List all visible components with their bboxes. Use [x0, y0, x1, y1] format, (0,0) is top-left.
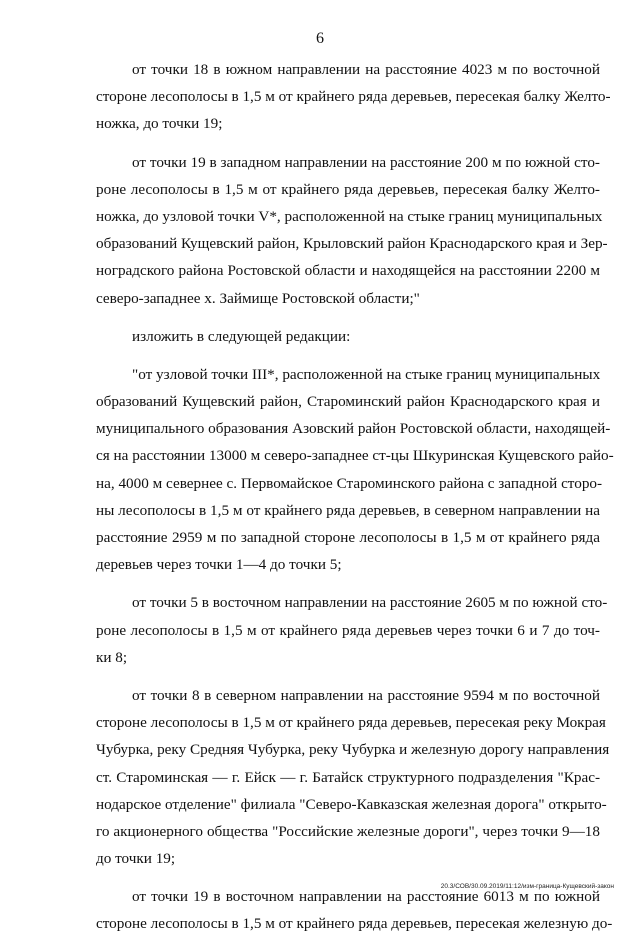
- text-line: ся на расстоянии 13000 м северо-западнее ст-цы Шкуринская Кущевского райо-: [96, 447, 614, 465]
- text-line: образований Кущевский район, Крыловский район Краснодарского края и Зер-: [96, 235, 608, 253]
- text-line: изложить в следующей редакции:: [132, 327, 351, 345]
- text-line: на, 4000 м севернее с. Первомайское Староминского района с западной сторо-: [96, 474, 603, 492]
- paragraph-gap: [96, 671, 600, 682]
- text-line: ны лесополосы в 1,5 м от крайнего ряда деревьев, в северном направлении на: [96, 501, 600, 519]
- paragraph: [96, 589, 608, 671]
- document-body: [96, 56, 614, 938]
- paragraph: [96, 682, 610, 872]
- text-line: нодарское отделение" филиала "Северо-Кавказская железная дорога" открыто-: [96, 795, 607, 813]
- text-line: "от узловой точки III*, расположенной на стыке границ муниципальных: [132, 365, 601, 383]
- text-line: роне лесополосы в 1,5 м от крайнего ряда деревьев через точки 6 и 7 до точ-: [96, 621, 600, 639]
- text-line: го акционерного общества "Российские железные дороги", через точки 9—18: [96, 822, 600, 840]
- paragraph: [96, 361, 614, 579]
- paragraph-gap: [96, 872, 600, 883]
- text-line: стороне лесополосы в 1,5 м от крайнего ряда деревьев, пересекая балку Желто-: [96, 88, 611, 106]
- text-line: муниципального образования Азовский район Ростовской области, находящей-: [96, 420, 611, 438]
- paragraph-gap: [96, 312, 600, 323]
- page-number: 6: [316, 30, 324, 47]
- paragraph-gap: [96, 350, 600, 361]
- text-line: стороне лесополосы в 1,5 м от крайнего ряда деревьев, пересекая реку Мокрая: [96, 714, 606, 732]
- text-line: ноградского района Ростовской области и находящейся на расстоянии 2200 м: [96, 262, 600, 280]
- paragraph: [96, 883, 613, 937]
- text-line: северо-западнее х. Займище Ростовской области;": [96, 289, 420, 307]
- text-line: стороне лесополосы в 1,5 м от крайнего ряда деревьев, пересекая железную до-: [96, 915, 613, 933]
- text-line: от точки 8 в северном направлении на расстояние 9594 м по восточной: [132, 686, 600, 704]
- paragraph-gap: [96, 578, 600, 589]
- paragraph: [96, 323, 600, 350]
- text-line: расстояние 2959 м по западной стороне лесополосы в 1,5 м от крайнего ряда: [96, 529, 600, 546]
- text-line: образований Кущевский район, Староминский район Краснодарского края и: [96, 393, 600, 411]
- text-line: ножка, до узловой точки V*, расположенной на стыке границ муниципальных: [96, 207, 603, 225]
- text-line: от точки 19 в восточном направлении на расстояние 6013 м по южной: [132, 888, 600, 906]
- text-line: ки 8;: [96, 648, 128, 666]
- text-line: ножка, до точки 19;: [96, 115, 223, 133]
- text-line: деревьев через точки 1—4 до точки 5;: [96, 556, 342, 574]
- document-footer: 20.3/СОВ/30.09.2019/11:12/изм-граница-Кущевский-закон: [440, 883, 614, 890]
- text-line: Чубурка, реку Средняя Чубурка, реку Чубурка и железную дорогу направления: [96, 741, 610, 759]
- text-line: до точки 19;: [96, 850, 176, 868]
- text-line: от точки 19 в западном направлении на расстояние 200 м по южной сто-: [132, 153, 600, 171]
- paragraph: [96, 56, 611, 138]
- text-line: от точки 5 в восточном направлении на расстояние 2605 м по южной сто-: [132, 594, 608, 612]
- paragraph: [96, 149, 608, 312]
- text-line: ст. Староминская — г. Ейск — г. Батайск структурного подразделения "Крас-: [96, 768, 600, 786]
- text-line: от точки 18 в южном направлении на расстояние 4023 м по восточной: [132, 61, 600, 78]
- text-line: роне лесополосы в 1,5 м от крайнего ряда деревьев, пересекая балку Желто-: [96, 180, 600, 198]
- paragraph-gap: [96, 138, 600, 149]
